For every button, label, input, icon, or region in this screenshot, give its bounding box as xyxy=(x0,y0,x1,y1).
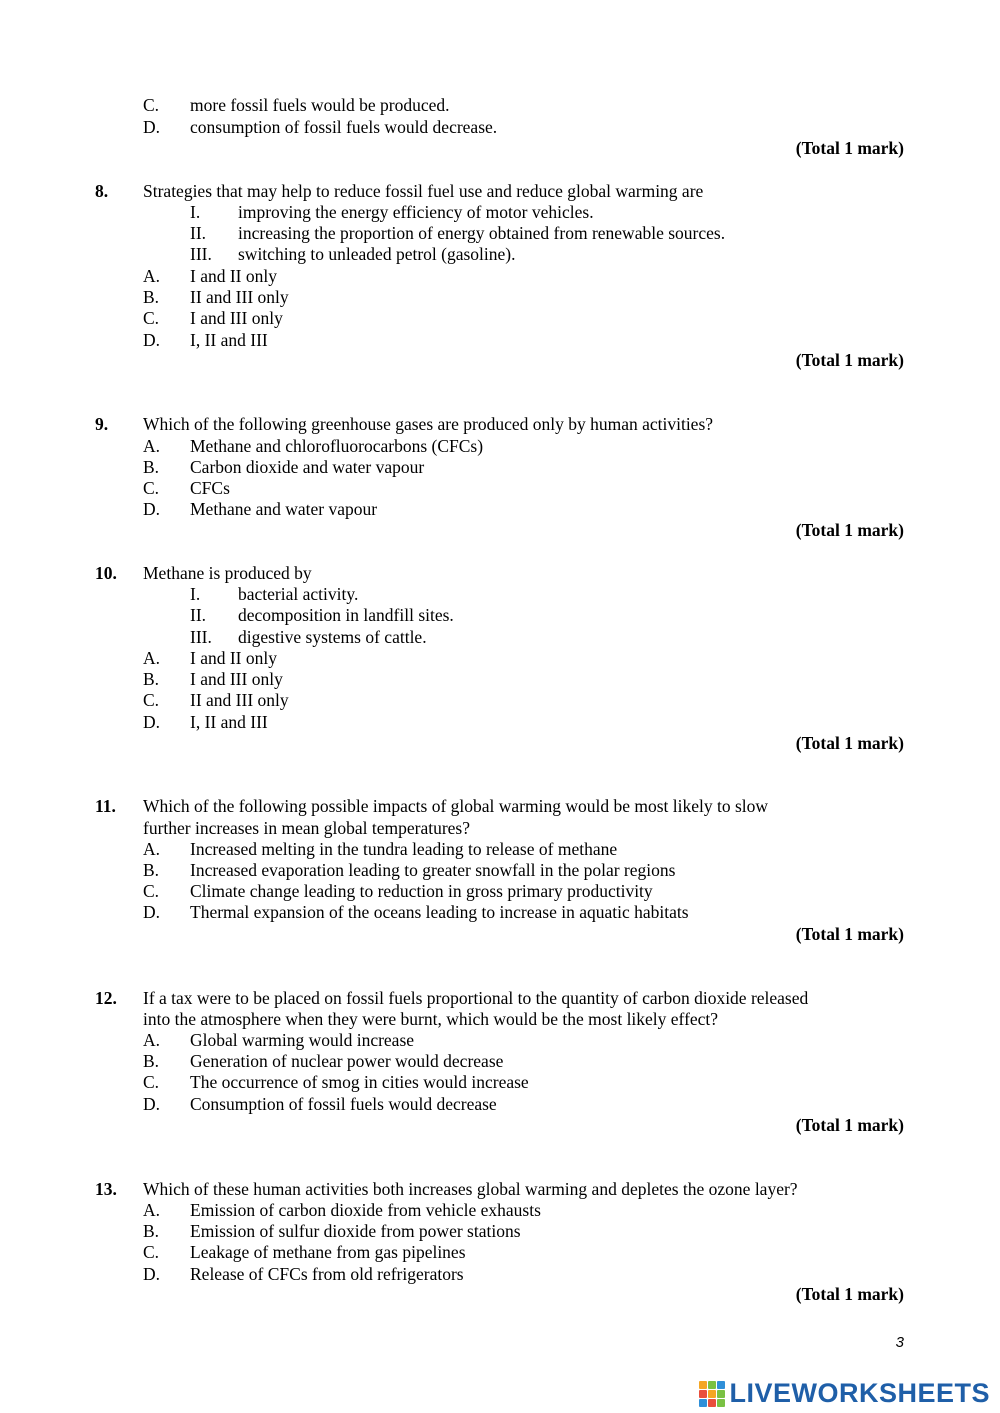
logo-tile xyxy=(708,1381,716,1389)
statement-text: switching to unleaded petrol (gasoline). xyxy=(238,244,516,264)
option-text: Emission of carbon dioxide from vehicle exhausts xyxy=(190,1200,541,1220)
question-stem: into the atmosphere when they were burnt, which would be the most likely effect? xyxy=(143,1009,719,1029)
option-letter: C. xyxy=(143,881,160,901)
option-letter: C. xyxy=(143,690,160,710)
option-letter: D. xyxy=(143,1094,161,1114)
logo-tile xyxy=(708,1390,716,1398)
statement-roman: III. xyxy=(190,244,212,264)
option-letter: C. xyxy=(143,95,160,115)
option-letter: C. xyxy=(143,308,160,328)
option-letter: B. xyxy=(143,287,160,307)
option-letter: B. xyxy=(143,669,160,689)
option-text: I and II only xyxy=(190,648,277,668)
option-letter: A. xyxy=(143,436,161,456)
page-number: 3 xyxy=(895,1334,904,1351)
option-letter: A. xyxy=(143,1030,161,1050)
option-letter: D. xyxy=(143,712,161,732)
option-text: II and III only xyxy=(190,287,289,307)
option-text: Release of CFCs from old refrigerators xyxy=(190,1264,464,1284)
question-stem: Methane is produced by xyxy=(143,563,312,583)
statement-text: digestive systems of cattle. xyxy=(238,627,427,647)
question-number: 13. xyxy=(95,1179,117,1199)
statement-roman: I. xyxy=(190,584,201,604)
statement-roman: III. xyxy=(190,627,212,647)
option-text: I and III only xyxy=(190,308,283,328)
option-text: The occurrence of smog in cities would increase xyxy=(190,1072,529,1092)
option-letter: D. xyxy=(143,1264,161,1284)
option-text: Methane and water vapour xyxy=(190,499,378,519)
option-letter: D. xyxy=(143,902,161,922)
option-letter: A. xyxy=(143,1200,161,1220)
brand-name: LIVEWORKSHEETS xyxy=(729,1378,990,1408)
question-number: 11. xyxy=(95,796,116,816)
option-letter: D. xyxy=(143,117,161,137)
logo-tile xyxy=(717,1381,725,1389)
option-text: Leakage of methane from gas pipelines xyxy=(190,1242,466,1262)
option-letter: B. xyxy=(143,1221,160,1241)
logo-tile xyxy=(717,1399,725,1407)
statement-text: increasing the proportion of energy obtained from renewable sources. xyxy=(238,223,726,243)
question-number: 10. xyxy=(95,563,117,583)
total-mark: (Total 1 mark) xyxy=(795,733,904,753)
option-letter: B. xyxy=(143,860,160,880)
total-mark: (Total 1 mark) xyxy=(795,138,904,158)
logo-tile xyxy=(699,1381,707,1389)
option-letter: C. xyxy=(143,1072,160,1092)
option-text: Climate change leading to reduction in gross primary productivity xyxy=(190,881,653,901)
question-stem: Strategies that may help to reduce fossil fuel use and reduce global warming are xyxy=(143,181,704,201)
option-letter: B. xyxy=(143,457,160,477)
question-stem: Which of the following possible impacts of global warming would be most likely to slow xyxy=(143,796,769,816)
logo-tile xyxy=(708,1399,716,1407)
total-mark: (Total 1 mark) xyxy=(795,1284,904,1304)
option-text: Increased evaporation leading to greater snowfall in the polar regions xyxy=(190,860,676,880)
total-mark: (Total 1 mark) xyxy=(795,520,904,540)
option-letter: D. xyxy=(143,330,161,350)
option-text: Consumption of fossil fuels would decrease xyxy=(190,1094,497,1114)
question-stem: Which of the following greenhouse gases are produced only by human activities? xyxy=(143,414,714,434)
question-number: 8. xyxy=(95,181,109,201)
option-text: Methane and chlorofluorocarbons (CFCs) xyxy=(190,436,484,456)
option-text: Emission of sulfur dioxide from power stations xyxy=(190,1221,521,1241)
option-text: Carbon dioxide and water vapour xyxy=(190,457,425,477)
option-letter: A. xyxy=(143,839,161,859)
option-text: more fossil fuels would be produced. xyxy=(190,95,450,115)
logo-tile xyxy=(717,1390,725,1398)
liveworksheets-logo-icon xyxy=(699,1381,725,1407)
liveworksheets-logo[interactable] xyxy=(699,1378,990,1409)
option-letter: A. xyxy=(143,648,161,668)
total-mark: (Total 1 mark) xyxy=(795,1115,904,1135)
question-number: 12. xyxy=(95,988,117,1008)
statement-roman: I. xyxy=(190,202,201,222)
option-text: Increased melting in the tundra leading to release of methane xyxy=(190,839,618,859)
question-stem: further increases in mean global temperatures? xyxy=(143,818,471,838)
logo-tile xyxy=(699,1399,707,1407)
option-text: Generation of nuclear power would decrease xyxy=(190,1051,504,1071)
total-mark: (Total 1 mark) xyxy=(795,350,904,370)
option-letter: D. xyxy=(143,499,161,519)
option-text: Thermal expansion of the oceans leading to increase in aquatic habitats xyxy=(190,902,689,922)
total-mark: (Total 1 mark) xyxy=(795,924,904,944)
question-stem: If a tax were to be placed on fossil fuels proportional to the quantity of carbon dioxide released xyxy=(143,988,809,1008)
option-text: CFCs xyxy=(190,478,230,498)
option-text: I, II and III xyxy=(190,712,268,732)
option-text: I and II only xyxy=(190,266,277,286)
option-text: consumption of fossil fuels would decrease. xyxy=(190,117,498,137)
option-text: I, II and III xyxy=(190,330,268,350)
option-letter: A. xyxy=(143,266,161,286)
option-text: Global warming would increase xyxy=(190,1030,415,1050)
option-text: I and III only xyxy=(190,669,283,689)
question-stem: Which of these human activities both increases global warming and depletes the ozone layer? xyxy=(143,1179,798,1199)
option-letter: C. xyxy=(143,1242,160,1262)
statement-text: improving the energy efficiency of motor vehicles. xyxy=(238,202,594,222)
statement-roman: II. xyxy=(190,605,207,625)
option-letter: C. xyxy=(143,478,160,498)
statement-text: bacterial activity. xyxy=(238,584,359,604)
statement-text: decomposition in landfill sites. xyxy=(238,605,454,625)
statement-roman: II. xyxy=(190,223,207,243)
logo-tile xyxy=(699,1390,707,1398)
question-number: 9. xyxy=(95,414,109,434)
option-text: II and III only xyxy=(190,690,289,710)
option-letter: B. xyxy=(143,1051,160,1071)
